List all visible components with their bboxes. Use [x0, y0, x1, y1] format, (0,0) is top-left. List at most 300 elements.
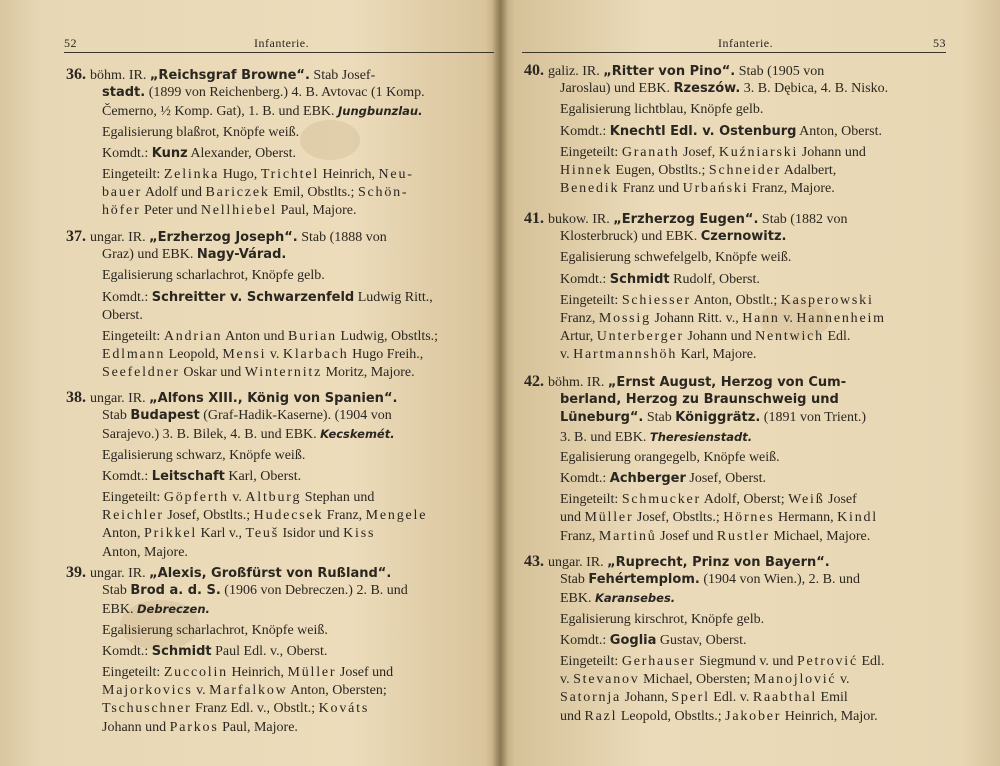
entry-line [524, 101, 946, 119]
text-run: Paul Edl. v., Oberst. [211, 643, 328, 659]
text-run: Eingeteilt: [560, 653, 622, 669]
spaced-surname: Granath [621, 144, 680, 160]
right-page [500, 0, 1000, 766]
text-run: (1899 von Reichenberg.) 4. B. Avtovac (1 Komp. [145, 85, 425, 101]
bold-name: Goglia [609, 632, 657, 648]
entry-line [66, 307, 498, 325]
regiment-entry [524, 553, 946, 726]
regiment-number: 39. [66, 564, 90, 581]
book-gutter [492, 0, 508, 766]
bold-name: Königgrätz. [675, 410, 761, 426]
entry-line [524, 428, 946, 446]
spaced-surname: Hörnes [723, 510, 775, 526]
text-run: Egalisierung schwefelgelb, Knöpfe weiß. [560, 250, 792, 266]
text-run: Egalisierung lichtblau, Knöpfe gelb. [560, 102, 764, 118]
regiment-number: 38. [66, 389, 90, 406]
text-run: Adolf, Oberst; [701, 492, 789, 508]
spaced-surname: Prikkel [144, 526, 198, 542]
header-rule [522, 52, 946, 53]
text-run: Jaroslau) und EBK. [560, 81, 674, 97]
text-run: Rudolf, Oberst. [669, 271, 760, 287]
text-run: (1906 von Debreczen.) 2. B. und [220, 583, 408, 599]
text-run: Michael, Obersten; [639, 672, 754, 688]
bold-name: berland, Herzog zu Braunschweig und [560, 392, 839, 408]
text-run: Stab [102, 583, 131, 599]
spaced-surname: Hartmannshöh [573, 347, 678, 363]
spaced-surname: Satornja [560, 690, 622, 706]
text-run: Komdt.: [102, 289, 152, 305]
entry-line [524, 491, 946, 509]
header-rule [64, 52, 494, 53]
entry-line [524, 589, 946, 607]
entry-line [524, 162, 946, 180]
spaced-surname: Kasperowski [780, 292, 874, 308]
text-run: Johann und [102, 719, 170, 735]
text-run: Alexander, Oberst. [187, 145, 296, 161]
entry-line [524, 708, 946, 726]
entry-line [66, 664, 498, 682]
entry-line [524, 553, 946, 571]
text-run: Egalisierung blaßrot, Knöpfe weiß. [102, 124, 300, 140]
garrison-name: Karansebes. [595, 591, 676, 606]
spaced-surname: Müller [584, 510, 634, 526]
left-page-header [64, 32, 494, 54]
bold-name: „Erzherzog Eugen“. [613, 212, 759, 227]
page-number: 53 [933, 36, 946, 50]
text-run: Moritz, Majore. [322, 365, 415, 381]
entry-line [66, 407, 498, 425]
entry-line [524, 249, 946, 267]
bold-name: Leitschaft [151, 468, 225, 484]
text-run: Josef [824, 492, 857, 508]
spaced-surname: Altburg [245, 489, 302, 505]
text-run: Stab (1905 von [735, 64, 825, 79]
text-run: v. [266, 347, 283, 363]
text-run: Stab (1882 von [758, 212, 848, 227]
spaced-surname: Teuš [245, 526, 279, 542]
entry-line [66, 507, 498, 525]
regiment-entry [524, 210, 946, 365]
text-run: Emil, Obstlts.; [269, 185, 358, 201]
spaced-surname: Göpferth [163, 489, 229, 505]
regiment-number: 42. [524, 373, 548, 390]
text-run: Oberst. [102, 307, 143, 323]
entry-line [524, 123, 946, 141]
text-run: und [560, 510, 585, 526]
text-run: Stephan und [301, 489, 375, 505]
text-run: v. [228, 489, 246, 505]
text-run: Stab Josef- [309, 68, 376, 83]
text-run: Josef, Oberst. [685, 470, 766, 486]
entry-line [524, 210, 946, 228]
entry-line [66, 389, 498, 407]
entry-line [66, 66, 498, 84]
text-run: Josef, Obstlts.; [633, 510, 724, 526]
text-run: Johann, [621, 690, 672, 706]
text-run: Stab [643, 410, 676, 426]
text-run: Isidor und [278, 526, 344, 542]
entry-line [66, 447, 498, 465]
spaced-surname: Razl [584, 708, 618, 724]
entry-line [66, 84, 498, 102]
entry-line [524, 62, 946, 80]
text-run: Leopold, Obstlts.; [617, 708, 726, 724]
text-run: Anton, Obstlt.; [690, 292, 781, 308]
regiment-entry [66, 66, 498, 221]
text-run: (1904 von Wien.), 2. B. und [699, 572, 860, 588]
regiment-number: 41. [524, 210, 548, 227]
text-run: 3. B. und EBK. [560, 429, 650, 445]
text-run: EBK. [102, 602, 137, 618]
text-run: Eugen, Obstlts.; [612, 162, 709, 178]
entry-line [66, 489, 498, 507]
spaced-surname: Martinů [598, 528, 657, 544]
bold-name: „Erzherzog Joseph“. [149, 230, 298, 245]
text-run: Josef und [656, 528, 717, 544]
garrison-name: Theresienstadt. [649, 429, 753, 444]
bold-name: Nagy-Várad. [196, 247, 287, 263]
text-run: Eingeteilt: [560, 292, 622, 308]
entry-line [524, 653, 946, 671]
entry-line [66, 682, 498, 700]
bold-name: Rzeszów. [673, 81, 741, 97]
entry-line [66, 425, 498, 443]
regiment-entry [524, 62, 946, 198]
text-run: Eingeteilt: [102, 166, 164, 182]
text-run: Eingeteilt: [102, 328, 164, 344]
entry-line [66, 643, 498, 661]
text-run: Komdt.: [560, 123, 610, 139]
text-run: und [560, 708, 585, 724]
spaced-surname: Urbański [682, 181, 749, 197]
text-run: Anton, Obersten; [287, 683, 387, 699]
entry-line [524, 180, 946, 198]
text-run: v. [560, 347, 574, 363]
garrison-name: Kecskemét. [320, 427, 395, 442]
running-head: Infanterie. [254, 36, 310, 50]
text-run: Komdt.: [102, 468, 152, 484]
spaced-surname: Nellhiebel [200, 203, 278, 219]
text-run: Egalisierung scharlachrot, Knöpfe gelb. [102, 268, 325, 284]
text-run: v. [779, 310, 797, 326]
text-run: Johann Ritt. v., [650, 310, 743, 326]
spaced-surname: Schön- [357, 185, 409, 201]
spaced-surname: Unterberger [596, 329, 684, 345]
text-run: Oskar und [179, 365, 245, 381]
bold-name: Lüneburg“. [560, 410, 644, 426]
spaced-surname: Kováts [318, 701, 370, 717]
entry-line [524, 346, 946, 364]
spaced-surname: Nentwich [755, 329, 824, 345]
spaced-surname: Schiesser [621, 292, 691, 308]
text-run: Ludwig, Obstlts.; [336, 328, 439, 344]
text-run: Hugo Freih., [348, 347, 424, 363]
text-run: Komdt.: [102, 145, 152, 161]
entry-line [66, 622, 498, 640]
spaced-surname: Zuccolin [163, 664, 228, 680]
regiment-number: 43. [524, 553, 548, 570]
entry-line [524, 391, 946, 409]
text-run: ungar. IR. [90, 566, 150, 581]
spaced-surname: Manojlović [753, 672, 837, 688]
entry-line [66, 202, 498, 220]
text-run: Heinrich, [319, 166, 379, 182]
spaced-surname: Sperl [671, 690, 710, 706]
text-run: Anton, Oberst. [796, 123, 882, 139]
entry-line [524, 292, 946, 310]
regiment-entry [66, 389, 498, 562]
entry-line [524, 509, 946, 527]
entry-line [524, 328, 946, 346]
entry-line [66, 145, 498, 163]
spaced-surname: Schneider [708, 162, 782, 178]
text-run: Graz) und EBK. [102, 247, 197, 263]
entry-line [66, 289, 498, 307]
bold-name: Schmidt [609, 271, 670, 287]
text-run: Eingeteilt: [560, 492, 622, 508]
text-run: Eingeteilt: [102, 489, 164, 505]
entry-line [66, 328, 498, 346]
text-run: Emil [817, 690, 848, 706]
text-run: Edl. v. [709, 690, 753, 706]
text-run: Karl, Majore. [677, 347, 757, 363]
text-run: Komdt.: [560, 470, 610, 486]
text-run: Franz, Majore. [748, 181, 835, 197]
text-run: Karl v., [197, 526, 246, 542]
spaced-surname: Trichtel [260, 166, 320, 182]
spaced-surname: Kuźniarski [718, 144, 799, 160]
text-run: Heinrich, [228, 664, 288, 680]
spaced-surname: Edlmann [102, 347, 166, 363]
text-run: Stab (1888 von [297, 230, 387, 245]
bold-name: „Reichsgraf Browne“. [149, 68, 310, 83]
spaced-surname: Raabthal [752, 690, 818, 706]
spaced-surname: Schmucker [621, 492, 702, 508]
spaced-surname: Benedik [560, 181, 620, 197]
text-run: Eingeteilt: [560, 144, 622, 160]
text-run: Franz, [323, 508, 366, 524]
text-run: galiz. IR. [548, 64, 604, 79]
text-run: ungar. IR. [90, 230, 150, 245]
spaced-surname: Müller [287, 664, 337, 680]
bold-name: „Ernst August, Herzog von Cum- [607, 375, 847, 390]
text-run: Egalisierung orangegelb, Knöpfe weiß. [560, 449, 780, 465]
spaced-surname: Jakober [725, 708, 782, 724]
spaced-surname: Mengele [365, 508, 428, 524]
entry-line [524, 228, 946, 246]
text-run: böhm. IR. [90, 68, 150, 83]
text-run: Peter und [140, 203, 201, 219]
spaced-surname: Gerhauser [621, 653, 696, 669]
entry-line [524, 449, 946, 467]
text-run: Hugo, [219, 166, 261, 182]
regiment-entry [66, 564, 498, 737]
text-run: Komdt.: [560, 632, 610, 648]
text-run: Adalbert, [781, 162, 837, 178]
text-run: Franz Edl. v., Obstlt.; [191, 701, 319, 717]
text-run: Josef und [336, 664, 394, 680]
entry-line [66, 564, 498, 582]
regiment-entry [524, 373, 946, 546]
spaced-surname: Kindl [837, 510, 878, 526]
bold-name: Knechtl Edl. v. Ostenburg [609, 123, 797, 139]
text-run: Stab [102, 408, 131, 424]
text-run: Egalisierung scharlachrot, Knöpfe weiß. [102, 622, 328, 638]
spaced-surname: Mossig [598, 310, 651, 326]
text-run: Siegmund v. und [695, 653, 797, 669]
spaced-surname: Parkos [169, 719, 219, 735]
spaced-surname: Bariczek [205, 185, 270, 201]
spaced-surname: Petrović [796, 653, 858, 669]
entry-line [66, 246, 498, 264]
garrison-name: Debreczen. [137, 602, 210, 617]
text-run: böhm. IR. [548, 375, 608, 390]
bold-name: Budapest [130, 408, 200, 424]
text-run: Komdt.: [102, 643, 152, 659]
text-run: Gustav, Oberst. [656, 632, 747, 648]
regiment-number: 40. [524, 62, 548, 79]
entry-line [524, 671, 946, 689]
text-run: bukow. IR. [548, 212, 614, 227]
text-run: v. [192, 683, 210, 699]
text-run: Michael, Majore. [769, 528, 871, 544]
entry-line [524, 80, 946, 98]
entry-line [66, 102, 498, 120]
spaced-surname: Hudecsek [253, 508, 324, 524]
text-run: Klosterbruck) und EBK. [560, 229, 701, 245]
text-run: Anton, [102, 526, 144, 542]
running-head: Infanterie. [718, 36, 774, 50]
entry-line [524, 373, 946, 391]
regiment-number: 37. [66, 228, 90, 245]
text-run: 3. B. Dębica, 4. B. Nisko. [740, 81, 889, 97]
text-run: Egalisierung kirschrot, Knöpfe gelb. [560, 611, 765, 627]
text-run: Johann und [683, 329, 756, 345]
spaced-surname: Weiß [788, 492, 825, 508]
text-run: Paul, Majore. [218, 719, 298, 735]
spaced-surname: Neu- [378, 166, 414, 182]
entry-line [66, 228, 498, 246]
bold-name: Brod a. d. S. [130, 583, 221, 599]
text-run: v. [560, 672, 574, 688]
text-run: Paul, Majore. [277, 203, 357, 219]
spaced-surname: Rustler [716, 528, 770, 544]
bold-name: Fehértemplom. [588, 572, 700, 588]
text-run: Artur, [560, 329, 597, 345]
entry-line [66, 544, 498, 562]
text-run: Hermann, [774, 510, 838, 526]
text-run: Stab [560, 572, 589, 588]
text-run: Edl. [858, 653, 885, 669]
text-run: v. [836, 672, 850, 688]
spaced-surname: Andrian [163, 328, 223, 344]
spaced-surname: Klarbach [282, 347, 349, 363]
text-run: (1891 von Trient.) [760, 410, 867, 426]
entry-line [524, 144, 946, 162]
regiment-number: 36. [66, 66, 90, 83]
entry-line [66, 166, 498, 184]
spaced-surname: Hannenheim [796, 310, 886, 326]
text-run: Sarajevo.) 3. B. Bilek, 4. B. und EBK. [102, 427, 321, 443]
entry-line [66, 600, 498, 618]
spaced-surname: Reichler [102, 508, 164, 524]
entry-line [524, 310, 946, 328]
text-run: Ludwig Ritt., [354, 289, 433, 305]
text-run: Heinrich, Major. [781, 708, 878, 724]
text-run: EBK. [560, 591, 595, 607]
text-run: Anton und [222, 328, 289, 344]
text-run: Adolf und [142, 185, 206, 201]
bold-name: Kunz [151, 145, 188, 161]
spaced-surname: Stevanov [573, 672, 640, 688]
page-number: 52 [64, 36, 77, 50]
spaced-surname: Mensi [222, 347, 267, 363]
text-run: Josef, [679, 144, 719, 160]
text-run: Johann und [798, 144, 866, 160]
bold-name: „Ruprecht, Prinz von Bayern“. [607, 555, 830, 570]
bold-name: „Alexis, Großfürst von Rußland“. [149, 566, 392, 581]
entry-line [524, 271, 946, 289]
spaced-surname: Kiss [343, 526, 376, 542]
text-run: Eingeteilt: [102, 664, 164, 680]
bold-name: Achberger [609, 470, 686, 486]
spaced-surname: Seefeldner [102, 365, 180, 381]
text-run: Karl, Oberst. [224, 468, 302, 484]
spaced-surname: Hann [742, 310, 780, 326]
entry-line [66, 267, 498, 285]
text-run: Josef, Obstlts.; [163, 508, 254, 524]
text-run: (Graf-Hadik-Kaserne). (1904 von [199, 408, 392, 424]
entry-line [66, 525, 498, 543]
entry-line [66, 124, 498, 142]
entry-line [66, 364, 498, 382]
entry-line [524, 632, 946, 650]
entry-line [66, 184, 498, 202]
text-run: Franz, [560, 528, 599, 544]
spaced-surname: Hinnek [560, 162, 613, 178]
entry-line [524, 528, 946, 546]
text-run: Čemerno, ½ Komp. Gat), 1. B. und EBK. [102, 104, 339, 120]
spaced-surname: Burian [288, 328, 337, 344]
text-run: Edl. [823, 329, 851, 345]
text-run: Egalisierung schwarz, Knöpfe weiß. [102, 447, 306, 463]
text-run: Franz und [619, 181, 683, 197]
entry-line [524, 689, 946, 707]
text-run: Leopold, [165, 347, 223, 363]
regiment-entry [66, 228, 498, 383]
entry-line [66, 719, 498, 737]
spaced-surname: Tschuschner [102, 701, 192, 717]
bold-name: stadt. [102, 85, 146, 101]
entry-line [66, 346, 498, 364]
text-run: Franz, [560, 310, 599, 326]
bold-name: Czernowitz. [700, 229, 787, 245]
entry-line [524, 409, 946, 427]
text-run: ungar. IR. [90, 391, 150, 406]
bold-name: Schmidt [151, 643, 212, 659]
bold-name: Schreitter v. Schwarzenfeld [151, 289, 355, 305]
entry-line [66, 582, 498, 600]
spaced-surname: Marfalkow [209, 683, 288, 699]
garrison-name: Jungbunzlau. [338, 104, 423, 119]
text-run: Komdt.: [560, 271, 610, 287]
bold-name: „Alfons XIII., König von Spanien“. [149, 391, 398, 406]
spaced-surname: Zelinka [163, 166, 220, 182]
bold-name: „Ritter von Pino“. [603, 64, 736, 79]
spaced-surname: höfer [102, 203, 141, 219]
spaced-surname: bauer [102, 185, 143, 201]
entry-line [524, 611, 946, 629]
